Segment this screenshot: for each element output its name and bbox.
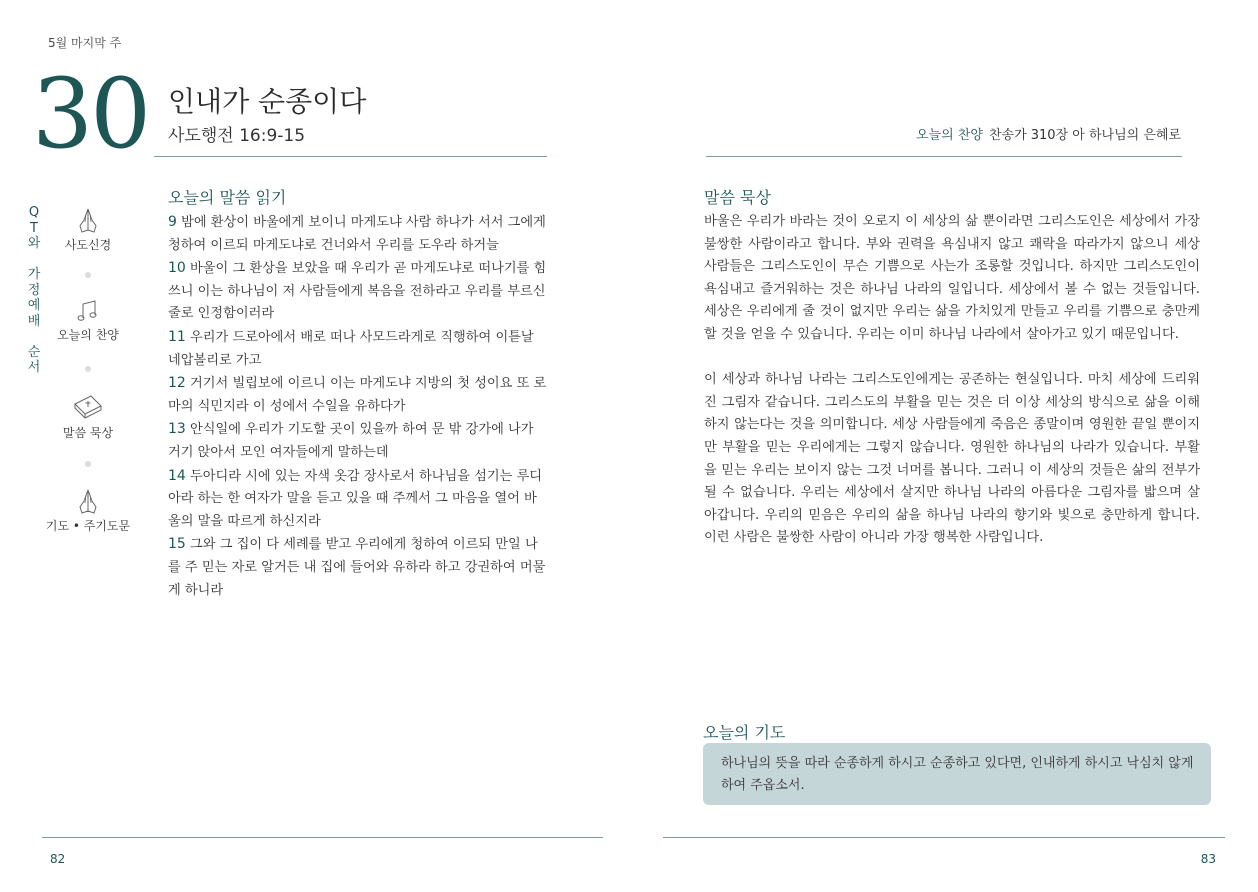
sidebar-item-creed [38,206,138,253]
verse-item [168,533,548,602]
sidebar-item-label: 말씀 묵상 [62,426,114,440]
prayer-text: 하나님의 뜻을 따라 순종하게 하시고 순종하고 있다면, 인내하게 하시고 낙심치 않게 하여 주옵소서. [721,756,1194,793]
sidebar-dot [85,461,91,467]
prayer-heading: 오늘의 기도 [703,723,786,742]
verse-number: 9 [168,214,177,230]
meditation-heading: 말씀 묵상 [704,188,771,207]
sidebar-dot [85,366,91,372]
verse-item [168,257,548,326]
verse-item [168,465,548,534]
verse-number: 15 [168,536,186,553]
meditation-paragraph: 이 세상과 하나님 나라는 그리스도인에게는 공존하는 현실입니다. 마치 세상에 드리워진 그림자 같습니다. 그리스도의 부활을 믿는 것은 더 이상 세상의 방식으로 삶을 이해하지 않는다는 것을 의미합니다. 세상 사람들에게 죽음은 종말이며 영원한 끝일 뿐이지만 부활을 믿는 우리에게는 그렇지 않습니다. 영원한 하나님의 나라가 있습니다. 부활을 믿는 우리는 보이지 않는 그것 너머를 봅니다. 그러니 이 세상의 것들은 삶의 전부가 될 수 없습니다. 우리는 세상에서 살지만 하나님 나라의 아름다운 그림자를 밟으며 살아갑니다. 우리의 믿음은 우리의 삶을 하나님 나라의 향기와 빛으로 충만하게 합니다. 이런 사람은 불쌍한 사람이 아니라 가장 행복한 사람입니다. [704,372,1200,546]
verse-item [168,211,548,257]
praying-hands-icon [73,487,103,515]
verse-text: 우리가 드로아에서 배로 떠나 사모드라게로 직행하여 이튿날 네압볼리로 가고 [168,329,534,368]
verse-item [168,326,548,372]
sidebar-dot [85,272,91,278]
verse-text: 바울이 그 환상을 보았을 때 우리가 곧 마게도냐로 떠나기를 힘쓰니 이는 하나님이 저 사람들에게 복음을 전하라고 우리를 부르신 줄로 인정함이러라 [168,261,547,322]
verse-item [168,418,548,464]
prayer-box [703,743,1211,805]
sidebar-item-label: 오늘의 찬양 [57,328,119,342]
verse-text: 그와 그 집이 다 세례를 받고 우리에게 청하여 이르되 만일 나를 주 믿는 자로 알거든 내 집에 들어와 유하라 하고 강권하여 머물게 하니라 [168,537,546,598]
sidebar-item-prayer [38,487,138,534]
sidebar-vertical-title: Q T 와 가 정 예 배 순 서 [27,205,41,375]
meditation-body [704,211,1200,573]
verse-list [168,211,548,602]
verse-text: 안식일에 우리가 기도할 곳이 있을까 하여 문 밖 강가에 나가 거기 앉아서 모인 여자들에게 말하는데 [168,422,534,460]
sidebar-item-meditation [38,392,138,441]
header-rule-right [706,156,1182,157]
verse-number: 13 [168,421,186,438]
page-number-left: 82 [50,852,66,866]
footer-rule-left [42,837,603,838]
meditation-paragraph: 바울은 우리가 바라는 것이 오로지 이 세상의 삶 뿐이라면 그리스도인은 세상에서 가장 불쌍한 사람이라고 합니다. 부와 권력을 욕심내지 않고 쾌락을 따라가지 않으니 세상 사람들은 그리스도인이 무슨 기쁨으로 사는가 조롱할 것입니다. 하지만 그리스도인이 욕심내고 즐거워하는 것은 하나님 나라의 일입니다. 세상에서 볼 수 없는 것들입니다. 세상은 우리에게 줄 것이 없지만 우리는 삶을 가치있게 만들고 우리를 기쁨으로 충만케 할 것을 얻을 수 있습니다. 우리는 이미 하나님 나라에서 살아가고 있기 때문입니다. [704,214,1200,342]
sidebar-item-label: 기도 • 주기도문 [45,519,131,533]
verse-text: 거기서 빌립보에 이르니 이는 마게도냐 지방의 첫 성이요 또 로마의 식민지라 이 성에서 수일을 유하다가 [168,376,547,414]
todays-hymn [916,124,1181,143]
header-rule-left [154,156,547,157]
hymn-label: 오늘의 찬양 [916,128,983,143]
verse-text: 밤에 환상이 바울에게 보이니 마게도냐 사람 하나가 서서 그에게 청하여 이르되 마게도냐로 건너와서 우리를 도우라 하거늘 [168,215,546,253]
praying-hands-icon [73,206,103,234]
page-number-right: 83 [1200,852,1216,866]
bible-book-icon [71,392,105,422]
verse-item [168,372,548,418]
reading-heading: 오늘의 말씀 읽기 [168,188,287,207]
week-label: 5월 마지막 주 [48,36,122,50]
verse-text: 두아디라 시에 있는 자색 옷감 장사로서 하나님을 섬기는 루디아라 하는 한 여자가 말을 듣고 있을 때 주께서 그 마음을 열어 바울의 말을 따르게 하신지라 [168,468,543,529]
music-note-icon [73,298,103,324]
sidebar-item-hymn [38,298,138,343]
sidebar-item-label: 사도신경 [64,238,112,252]
scripture-passage: 사도행전 16:9-15 [168,126,306,146]
day-number: 30 [32,58,149,170]
hymn-title: 찬송가 310장 아 하나님의 은혜로 [988,128,1181,143]
verse-number: 11 [168,328,186,345]
verse-number: 14 [168,467,186,484]
page-title: 인내가 순종이다 [168,85,367,118]
verse-number: 10 [168,260,186,277]
verse-number: 12 [168,375,186,392]
footer-rule-right [663,837,1225,838]
